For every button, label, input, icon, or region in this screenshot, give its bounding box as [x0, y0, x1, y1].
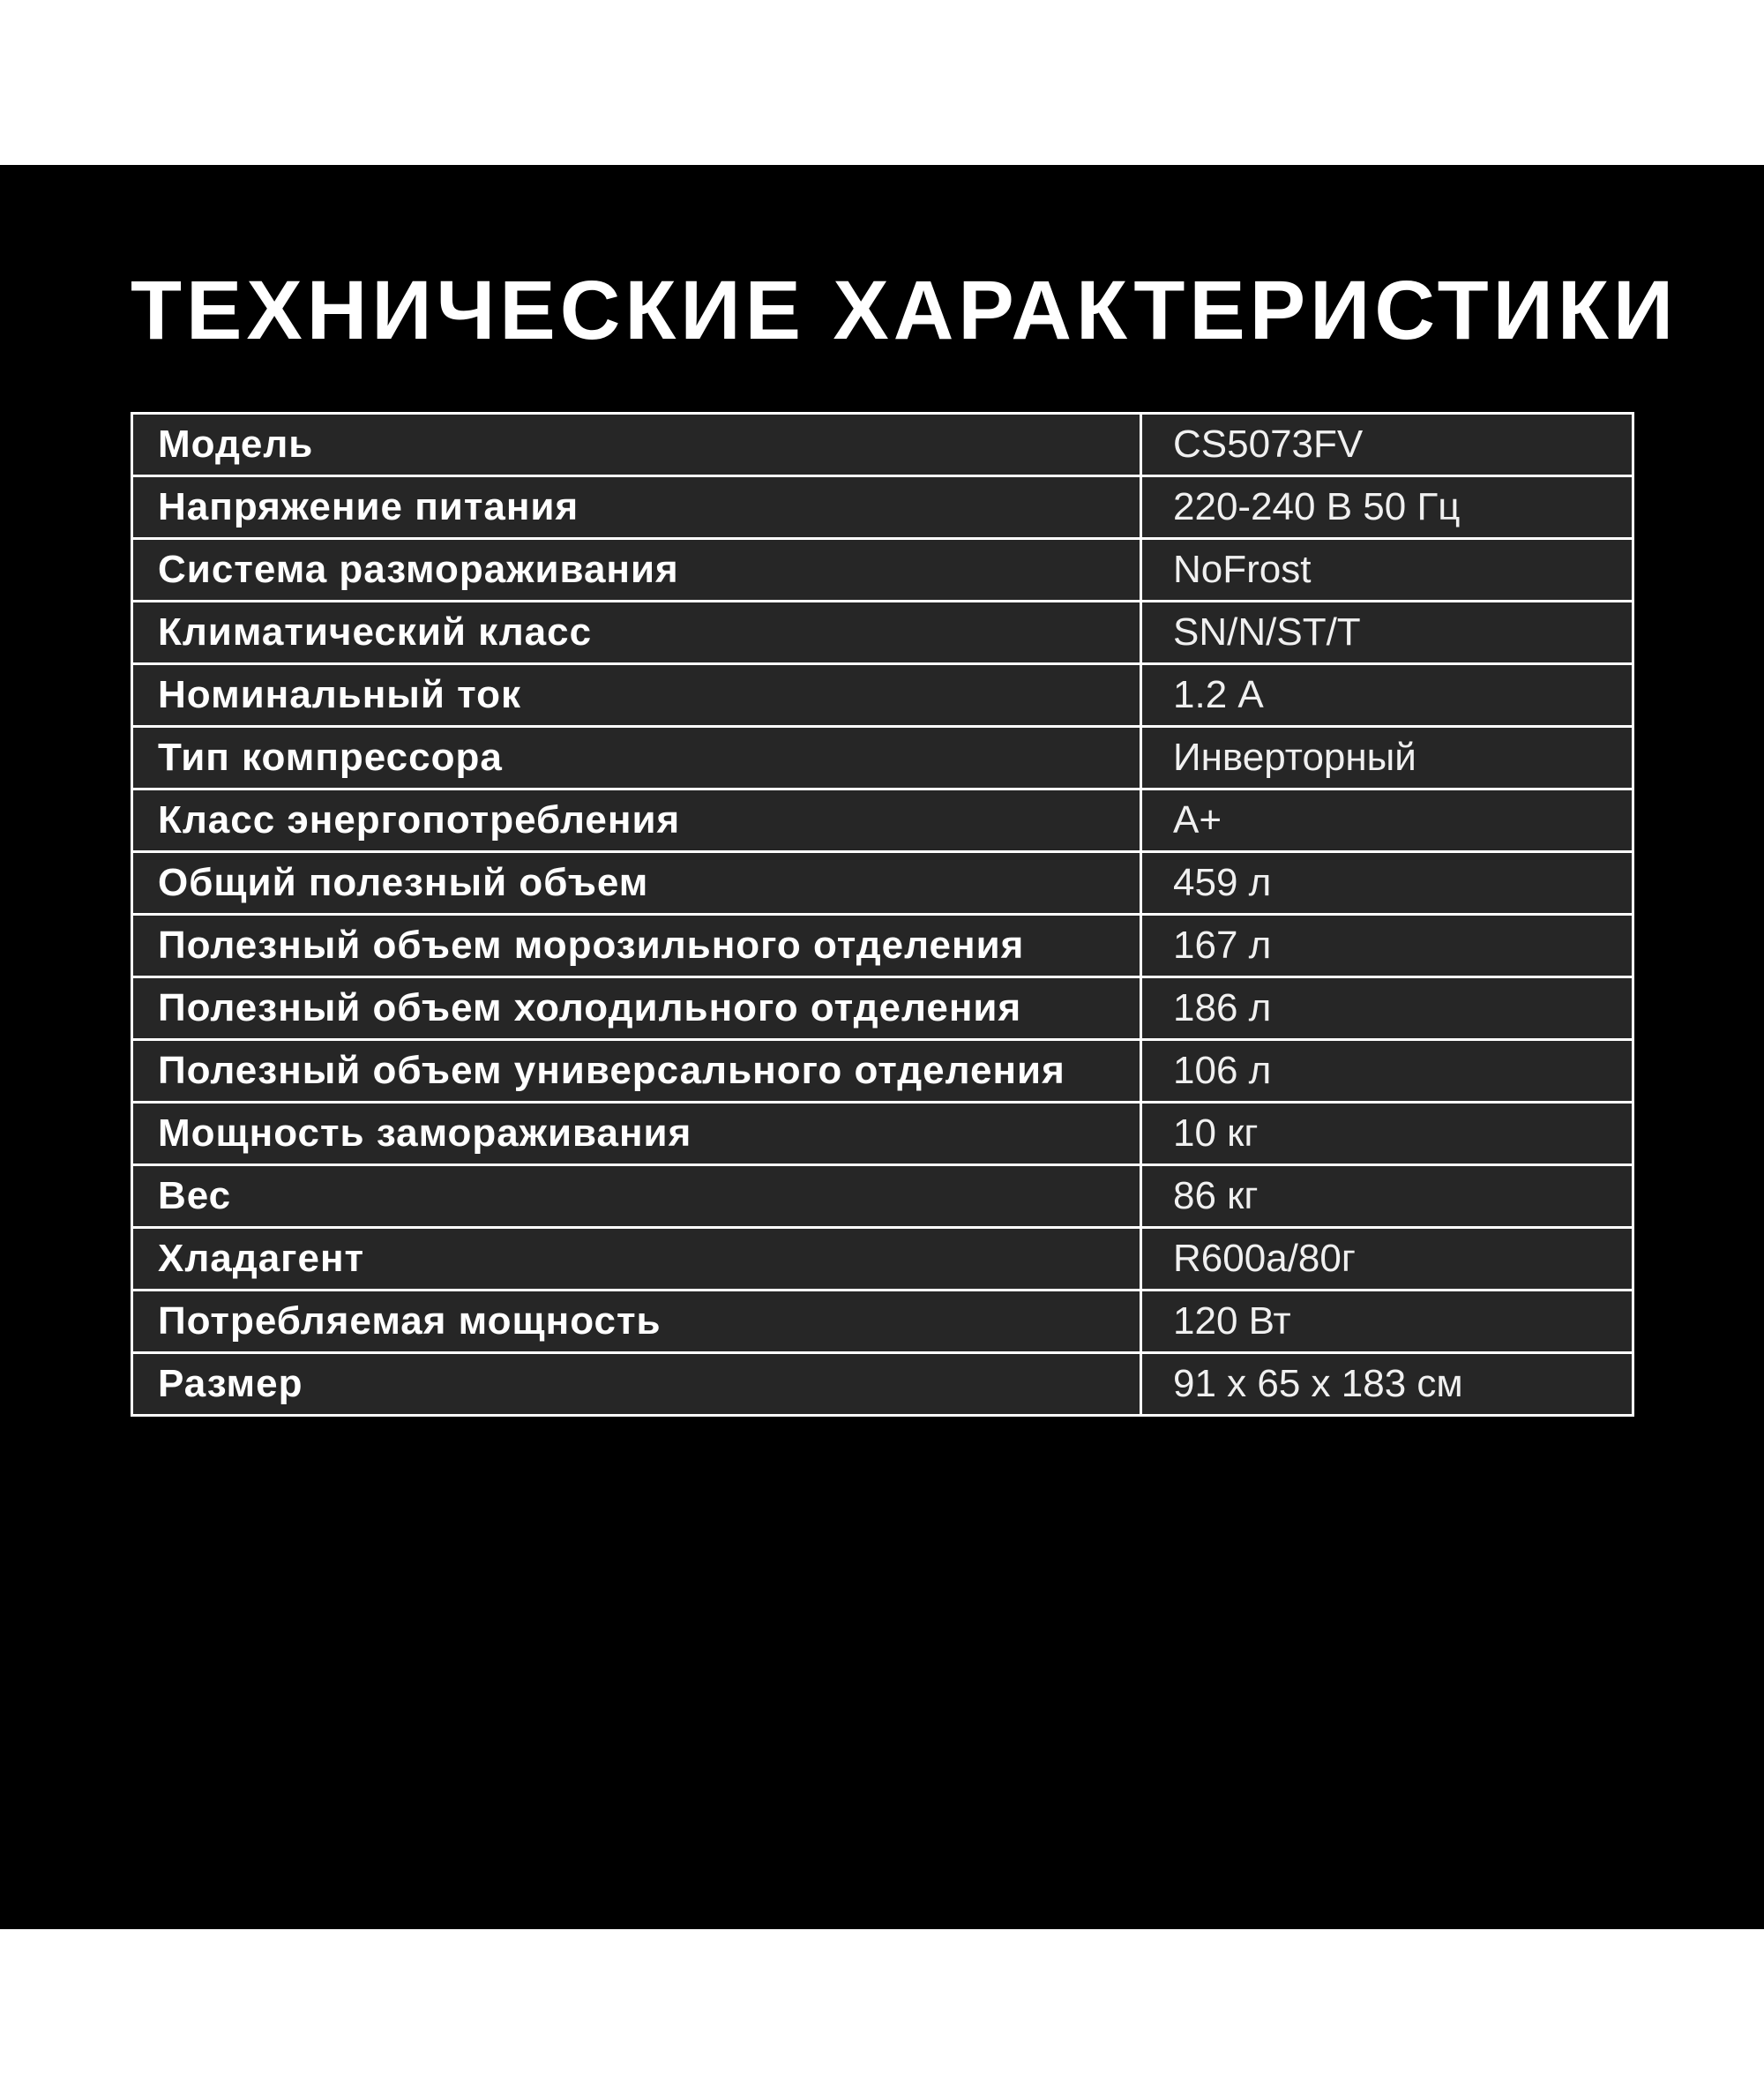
spec-label: Полезный объем морозильного отделения: [132, 915, 1141, 977]
spec-label: Хладагент: [132, 1228, 1141, 1291]
spec-label: Полезный объем универсального отделения: [132, 1040, 1141, 1103]
table-row: [132, 476, 1633, 539]
spec-label: Класс энергопотребления: [132, 789, 1141, 852]
table-row: [132, 602, 1633, 664]
spec-value: 10 кг: [1141, 1103, 1633, 1165]
spec-label: Тип компрессора: [132, 727, 1141, 789]
table-row: [132, 852, 1633, 915]
spec-label: Система размораживания: [132, 539, 1141, 602]
spec-label: Вес: [132, 1165, 1141, 1228]
spec-label: Модель: [132, 414, 1141, 476]
table-row: [132, 915, 1633, 977]
table-row: [132, 1228, 1633, 1291]
spec-value: NoFrost: [1141, 539, 1633, 602]
spec-label: Полезный объем холодильного отделения: [132, 977, 1141, 1040]
table-row: [132, 1291, 1633, 1353]
spec-value: 106 л: [1141, 1040, 1633, 1103]
spec-label: Размер: [132, 1353, 1141, 1416]
table-row: [132, 789, 1633, 852]
spec-value: А+: [1141, 789, 1633, 852]
spec-table: [131, 412, 1634, 1417]
table-row: [132, 1353, 1633, 1416]
spec-value: CS5073FV: [1141, 414, 1633, 476]
spec-value: SN/N/ST/T: [1141, 602, 1633, 664]
table-row: [132, 977, 1633, 1040]
table-row: [132, 1103, 1633, 1165]
table-row: [132, 414, 1633, 476]
spec-label: Мощность замораживания: [132, 1103, 1141, 1165]
spec-label: Климатический класс: [132, 602, 1141, 664]
spec-value: 186 л: [1141, 977, 1633, 1040]
spec-label: Напряжение питания: [132, 476, 1141, 539]
spec-value: 86 кг: [1141, 1165, 1633, 1228]
spec-value: 167 л: [1141, 915, 1633, 977]
spec-label: Потребляемая мощность: [132, 1291, 1141, 1353]
page-title: ТЕХНИЧЕСКИЕ ХАРАКТЕРИСТИКИ: [131, 264, 1678, 357]
table-row: [132, 539, 1633, 602]
spec-value: 220-240 В 50 Гц: [1141, 476, 1633, 539]
table-row: [132, 664, 1633, 727]
table-row: [132, 727, 1633, 789]
spec-value: 120 Вт: [1141, 1291, 1633, 1353]
spec-value: R600a/80г: [1141, 1228, 1633, 1291]
spec-value: 1.2 А: [1141, 664, 1633, 727]
table-row: [132, 1040, 1633, 1103]
spec-value: 91 х 65 х 183 см: [1141, 1353, 1633, 1416]
spec-label: Номинальный ток: [132, 664, 1141, 727]
table-row: [132, 1165, 1633, 1228]
spec-value: 459 л: [1141, 852, 1633, 915]
spec-value: Инверторный: [1141, 727, 1633, 789]
spec-label: Общий полезный объем: [132, 852, 1141, 915]
